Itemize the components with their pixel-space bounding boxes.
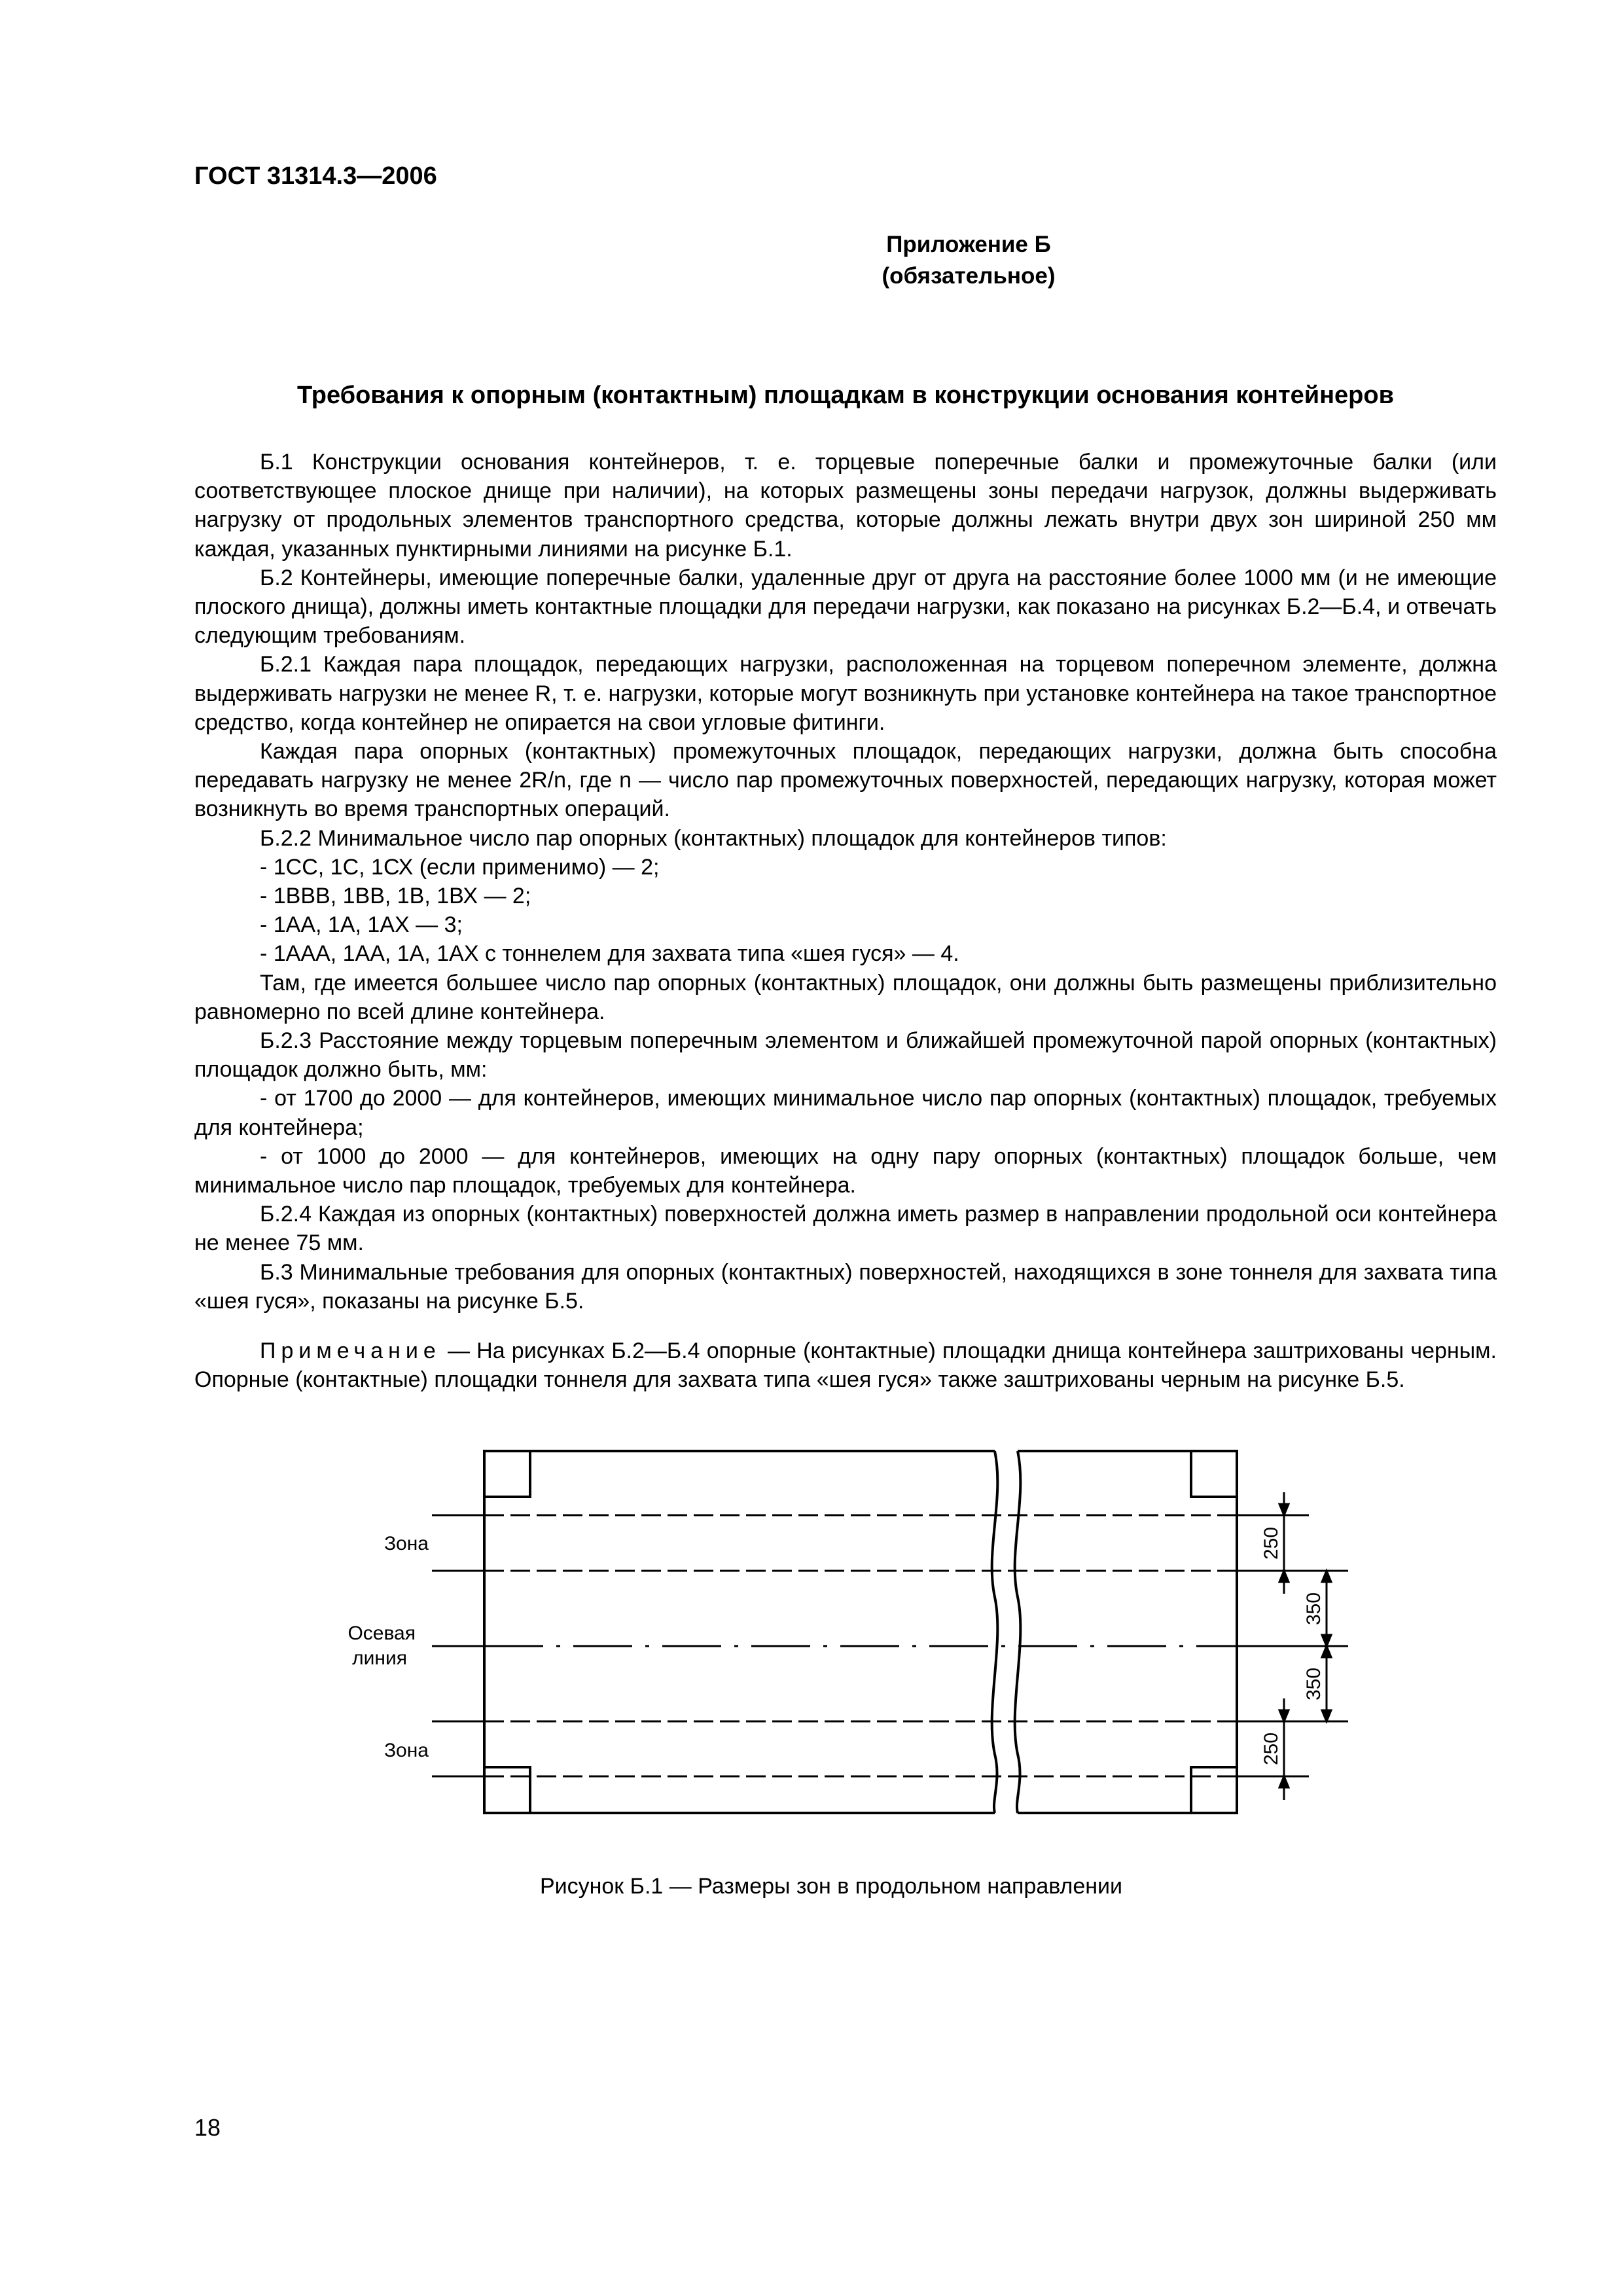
dimension-label-250-top: 250 xyxy=(1260,1526,1282,1560)
paragraph-b2-1-continued: Каждая пара опорных (контактных) промежуточных площадок, передающих нагрузки, должна быть способна передавать нагрузку не менее 2R/n, где n — число пар промежуточных поверхностей, передающих нагрузку, которая может возникнуть во время транспортных операций. xyxy=(194,739,1497,822)
note-label: Примечание xyxy=(260,1338,441,1364)
paragraph-b2-1: Б.2.1 Каждая пара площадок, передающих нагрузки, расположенная на торцевом поперечном элементе, должна выдерживать нагрузки не менее R, т. е. нагрузки, которые могут возникнуть при установке контейнера на такое транспортное средство, когда контейнер не опирается на свои угловые фитинги. xyxy=(194,652,1497,735)
paragraph-b1: Б.1 Конструкции основания контейнеров, т. е. торцевые поперечные балки и промежуточные балки (или соответствующее плоское днище при наличии), на которых размещены зоны передачи нагрузок, должны выдерживать нагрузку от продольных элементов транспортного средства, которые должны лежать внутри двух зон шириной 250 мм каждая, указанных пунктирными линиями на рисунке Б.1. xyxy=(194,450,1497,562)
container-left-part xyxy=(484,1451,995,1813)
note xyxy=(194,1336,1497,1394)
appendix-heading xyxy=(0,229,1623,292)
page-number: 18 xyxy=(194,2114,221,2141)
section-title: Требования к опорным (контактным) площадкам в конструкции основания контейнеров xyxy=(297,382,1394,409)
list-item: - от 1700 до 2000 — для контейнеров, имеющих минимальное число пар опорных (контактных) площадок, требуемых для контейнера; xyxy=(194,1086,1497,1140)
list-item: - от 1000 до 2000 — для контейнеров, имеющих на одну пару опорных (контактных) площадок больше, чем минимальное число пар площадок, требуемых для контейнера. xyxy=(194,1143,1497,1198)
list-item: - 1АА, 1А, 1АХ — 3; xyxy=(260,912,463,938)
list-item: - 1ВВВ, 1ВВ, 1В, 1ВХ — 2; xyxy=(260,884,531,909)
paragraph-b3: Б.3 Минимальные требования для опорных (контактных) поверхностей, находящихся в зоне тоннеля для захвата типа «шея гуся», показаны на рисунке Б.5. xyxy=(194,1259,1497,1314)
dimension-arrow xyxy=(1322,1710,1331,1721)
paragraph-b2-2: Б.2.2 Минимальное число пар опорных (контактных) площадок для контейнеров типов: xyxy=(260,825,1167,851)
list-item: - 1СС, 1С, 1СХ (если применимо) — 2; xyxy=(260,854,660,880)
break-line-left xyxy=(992,1451,998,1813)
figure-b1 xyxy=(0,1427,1623,1833)
figure-caption: Рисунок Б.1 — Размеры зон в продольном направлении xyxy=(539,1874,1123,1899)
document-code: ГОСТ 31314.3—2006 xyxy=(194,162,437,190)
zone-label-top: Зона xyxy=(383,1533,429,1554)
list-item: - 1ААА, 1АА, 1А, 1АХ с тоннелем для захвата типа «шея гуся» — 4. xyxy=(260,941,959,967)
paragraph-b2-2-continued: Там, где имеется большее число пар опорных (контактных) площадок, они должны быть размещены приблизительно равномерно по всей длине контейнера. xyxy=(194,970,1497,1024)
dimension-arrow xyxy=(1279,1571,1289,1582)
dimension-arrow xyxy=(1279,1504,1289,1515)
body-text xyxy=(194,448,1497,1395)
axis-label-line1: Осевая xyxy=(348,1623,416,1644)
break-line-right xyxy=(1015,1451,1021,1813)
paragraph-b2: Б.2 Контейнеры, имеющие поперечные балки, удаленные друг от друга на расстояние более 1000 мм (и не имеющие плоского днища), должны иметь контактные площадки для передачи нагрузки, как показано на рисунках Б.2—Б.4, и отвечать следующим требованиям. xyxy=(194,565,1497,649)
dimension-label-250-bottom: 250 xyxy=(1260,1732,1282,1766)
container-right-part xyxy=(1018,1451,1237,1813)
dimension-arrow xyxy=(1279,1776,1289,1787)
paragraph-b2-4: Б.2.4 Каждая из опорных (контактных) поверхностей должна иметь размер в направлении продольной оси контейнера не менее 75 мм. xyxy=(194,1202,1497,1256)
dimension-arrow xyxy=(1322,1571,1331,1582)
corner-fitting xyxy=(484,1451,530,1497)
dimension-label-350-bottom: 350 xyxy=(1303,1667,1325,1701)
axis-label-line2: линия xyxy=(352,1647,407,1669)
corner-fitting xyxy=(484,1767,530,1813)
dimension-label-350-top: 350 xyxy=(1303,1592,1325,1626)
dimension-arrow xyxy=(1279,1710,1289,1721)
corner-fitting xyxy=(1191,1767,1237,1813)
note-text: — На рисунках Б.2—Б.4 опорные (контактные) площадки днища контейнера заштрихованы черным. Опорные (контактные) площадки тоннеля для захвата типа «шея гуся» также заштрихованы черным на рисунке Б.5. xyxy=(194,1338,1497,1393)
zone-label-bottom: Зона xyxy=(383,1740,429,1761)
appendix-title: Приложение Б xyxy=(886,232,1051,257)
appendix-status: (обязательное) xyxy=(882,263,1056,289)
paragraph-b2-3: Б.2.3 Расстояние между торцевым поперечным элементом и ближайшей промежуточной парой опорных (контактных) площадок должно быть, мм: xyxy=(194,1028,1497,1083)
zone-diagram xyxy=(0,1427,1623,1833)
dimension-arrow xyxy=(1322,1646,1331,1657)
corner-fitting xyxy=(1191,1451,1237,1497)
container-outline xyxy=(484,1451,1237,1813)
